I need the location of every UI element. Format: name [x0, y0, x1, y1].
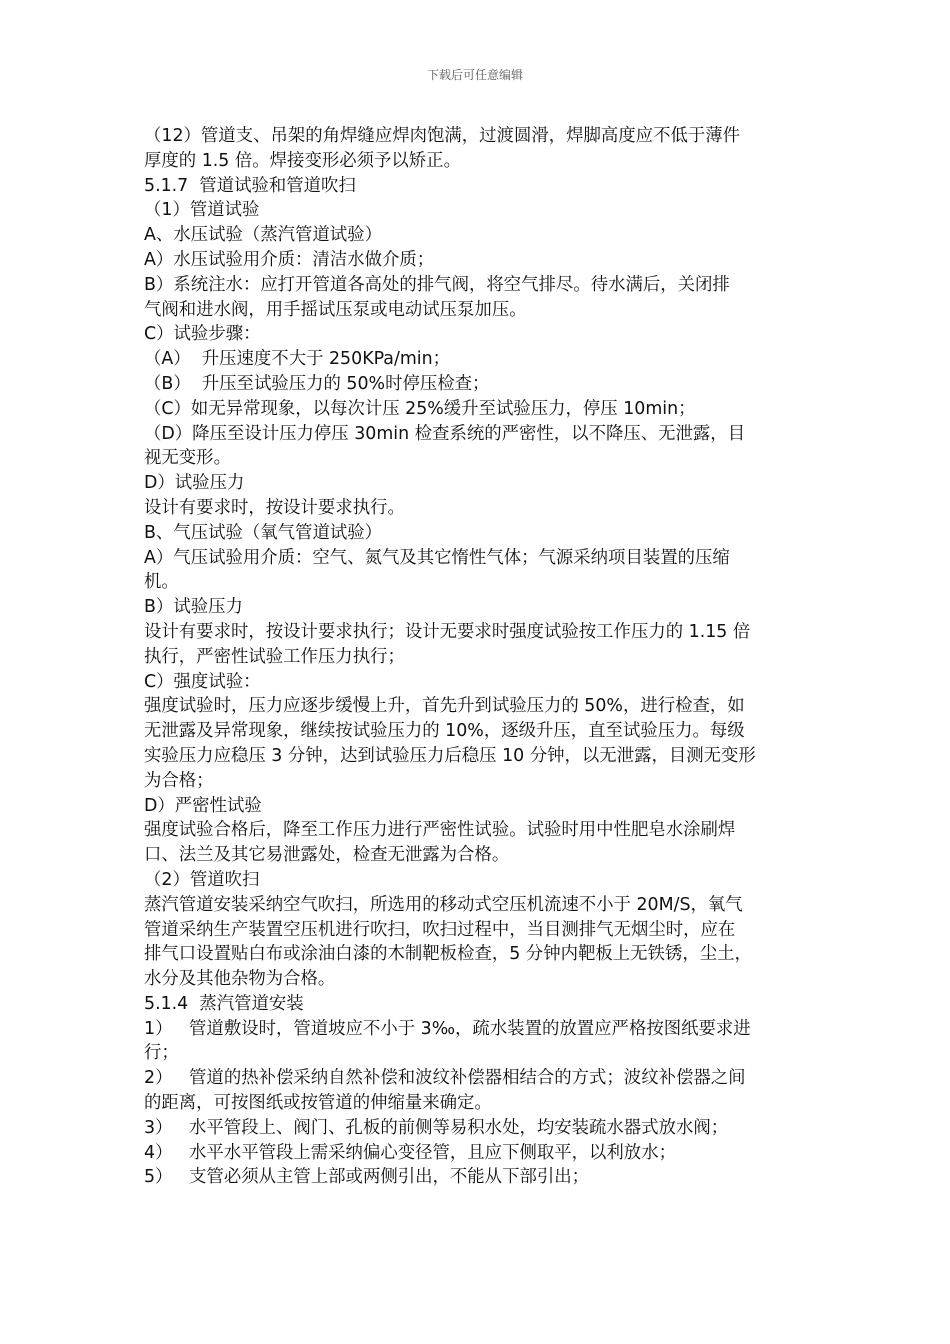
text-line: 排气口设置贴白布或涂油白漆的木制靶板检查，5 分钟内靶板上无铁锈，尘土，: [144, 944, 752, 965]
text-line: B、气压试验（氧气管道试验）: [144, 522, 383, 543]
text-line: C）试验步骤：: [144, 324, 261, 345]
text-line: 的距离，可按图纸或按管道的伸缩量来确定。: [144, 1093, 492, 1114]
subsection-heading: （2）管道吹扫: [144, 869, 260, 890]
text-line: 3） 水平管段上、阀门、孔板的前侧等易积水处，均安装疏水器式放水阀；: [144, 1117, 729, 1138]
text-line: 行；: [144, 1043, 179, 1064]
text-line: 4） 水平水平管段上需采纳偏心变径管，且应下侧取平，以利放水；: [144, 1142, 676, 1163]
text-line: 为合格；: [144, 770, 214, 791]
section-heading: 5.1.7 管道试验和管道吹扫: [144, 175, 356, 196]
page-header-note: 下载后可任意编辑: [426, 68, 523, 82]
text-line: 强度试验合格后，降至工作压力进行严密性试验。试验时用中性肥皂水涂刷焊: [144, 820, 736, 841]
text-line: （12）管道支、吊架的角焊缝应焊肉饱满，过渡圆滑，焊脚高度应不低于薄件: [144, 126, 741, 146]
text-line: 执行，严密性试验工作压力执行；: [144, 646, 405, 667]
text-line: 机。: [144, 572, 179, 593]
text-line: B）试验压力: [144, 597, 243, 618]
text-line: 设计有要求时，按设计要求执行；设计无要求时强度试验按工作压力的 1.15 倍: [144, 621, 751, 642]
text-line: 水分及其他杂物为合格。: [144, 969, 336, 990]
text-line: A）水压试验用介质：清洁水做介质；: [144, 249, 435, 270]
text-line: 2） 管道的热补偿采纳自然补偿和波纹补偿器相结合的方式；波纹补偿器之间: [144, 1068, 746, 1089]
text-line: A）气压试验用介质：空气、氮气及其它惰性气体；气源采纳项目装置的压缩: [144, 547, 730, 568]
text-line: C）强度试验：: [144, 671, 261, 692]
text-line: 厚度的 1.5 倍。焊接变形必须予以矫正。: [144, 150, 461, 171]
text-line: 管道采纳生产装置空压机进行吹扫，吹扫过程中，当目测排气无烟尘时，应在: [144, 919, 736, 940]
document-body: [144, 124, 814, 1190]
text-line: 视无变形。: [144, 448, 231, 469]
text-line: （D）降压至设计压力停压 30min 检查系统的严密性，以不降压、无泄露，目: [144, 423, 746, 444]
text-line: （A） 升压速度不大于 250KPa/min；: [144, 349, 451, 370]
text-line: 5） 支管必须从主管上部或两侧引出，不能从下部引出；: [144, 1167, 590, 1188]
text-line: 实验压力应稳压 3 分钟，达到试验压力后稳压 10 分钟，以无泄露，目测无变形: [144, 745, 756, 766]
text-line: 无泄露及异常现象，继续按试验压力的 10%，逐级升压，直至试验压力。每级: [144, 721, 745, 742]
text-line: （C）如无异常现象，以每次计压 25%缓升至试验压力，停压 10min；: [144, 398, 696, 419]
text-line: 1） 管道敷设时，管道坡应不小于 3‰，疏水装置的放置应严格按图纸要求进: [144, 1018, 751, 1039]
text-line: （B） 升压至试验压力的 50%时停压检查；: [144, 373, 490, 394]
text-line: A、水压试验（蒸汽管道试验）: [144, 225, 382, 246]
text-line: D）严密性试验: [144, 795, 262, 816]
text-line: 蒸汽管道安装采纳空气吹扫，所选用的移动式空压机流速不小于 20M/S，氧气: [144, 894, 743, 915]
text-line: 强度试验时，压力应逐步缓慢上升，首先升到试验压力的 50%，进行检查，如: [144, 696, 745, 717]
text-line: 设计有要求时，按设计要求执行。: [144, 497, 405, 518]
subsection-heading: （1）管道试验: [144, 200, 260, 221]
section-heading: 5.1.4 蒸汽管道安装: [144, 993, 304, 1014]
text-line: 口、法兰及其它易泄露处，检查无泄露为合格。: [144, 845, 510, 866]
text-line: 气阀和进水阀，用手摇试压泵或电动试压泵加压。: [144, 299, 527, 320]
text-line: B）系统注水：应打开管道各高处的排气阀，将空气排尽。待水满后，关闭排: [144, 274, 730, 295]
text-line: D）试验压力: [144, 473, 245, 494]
